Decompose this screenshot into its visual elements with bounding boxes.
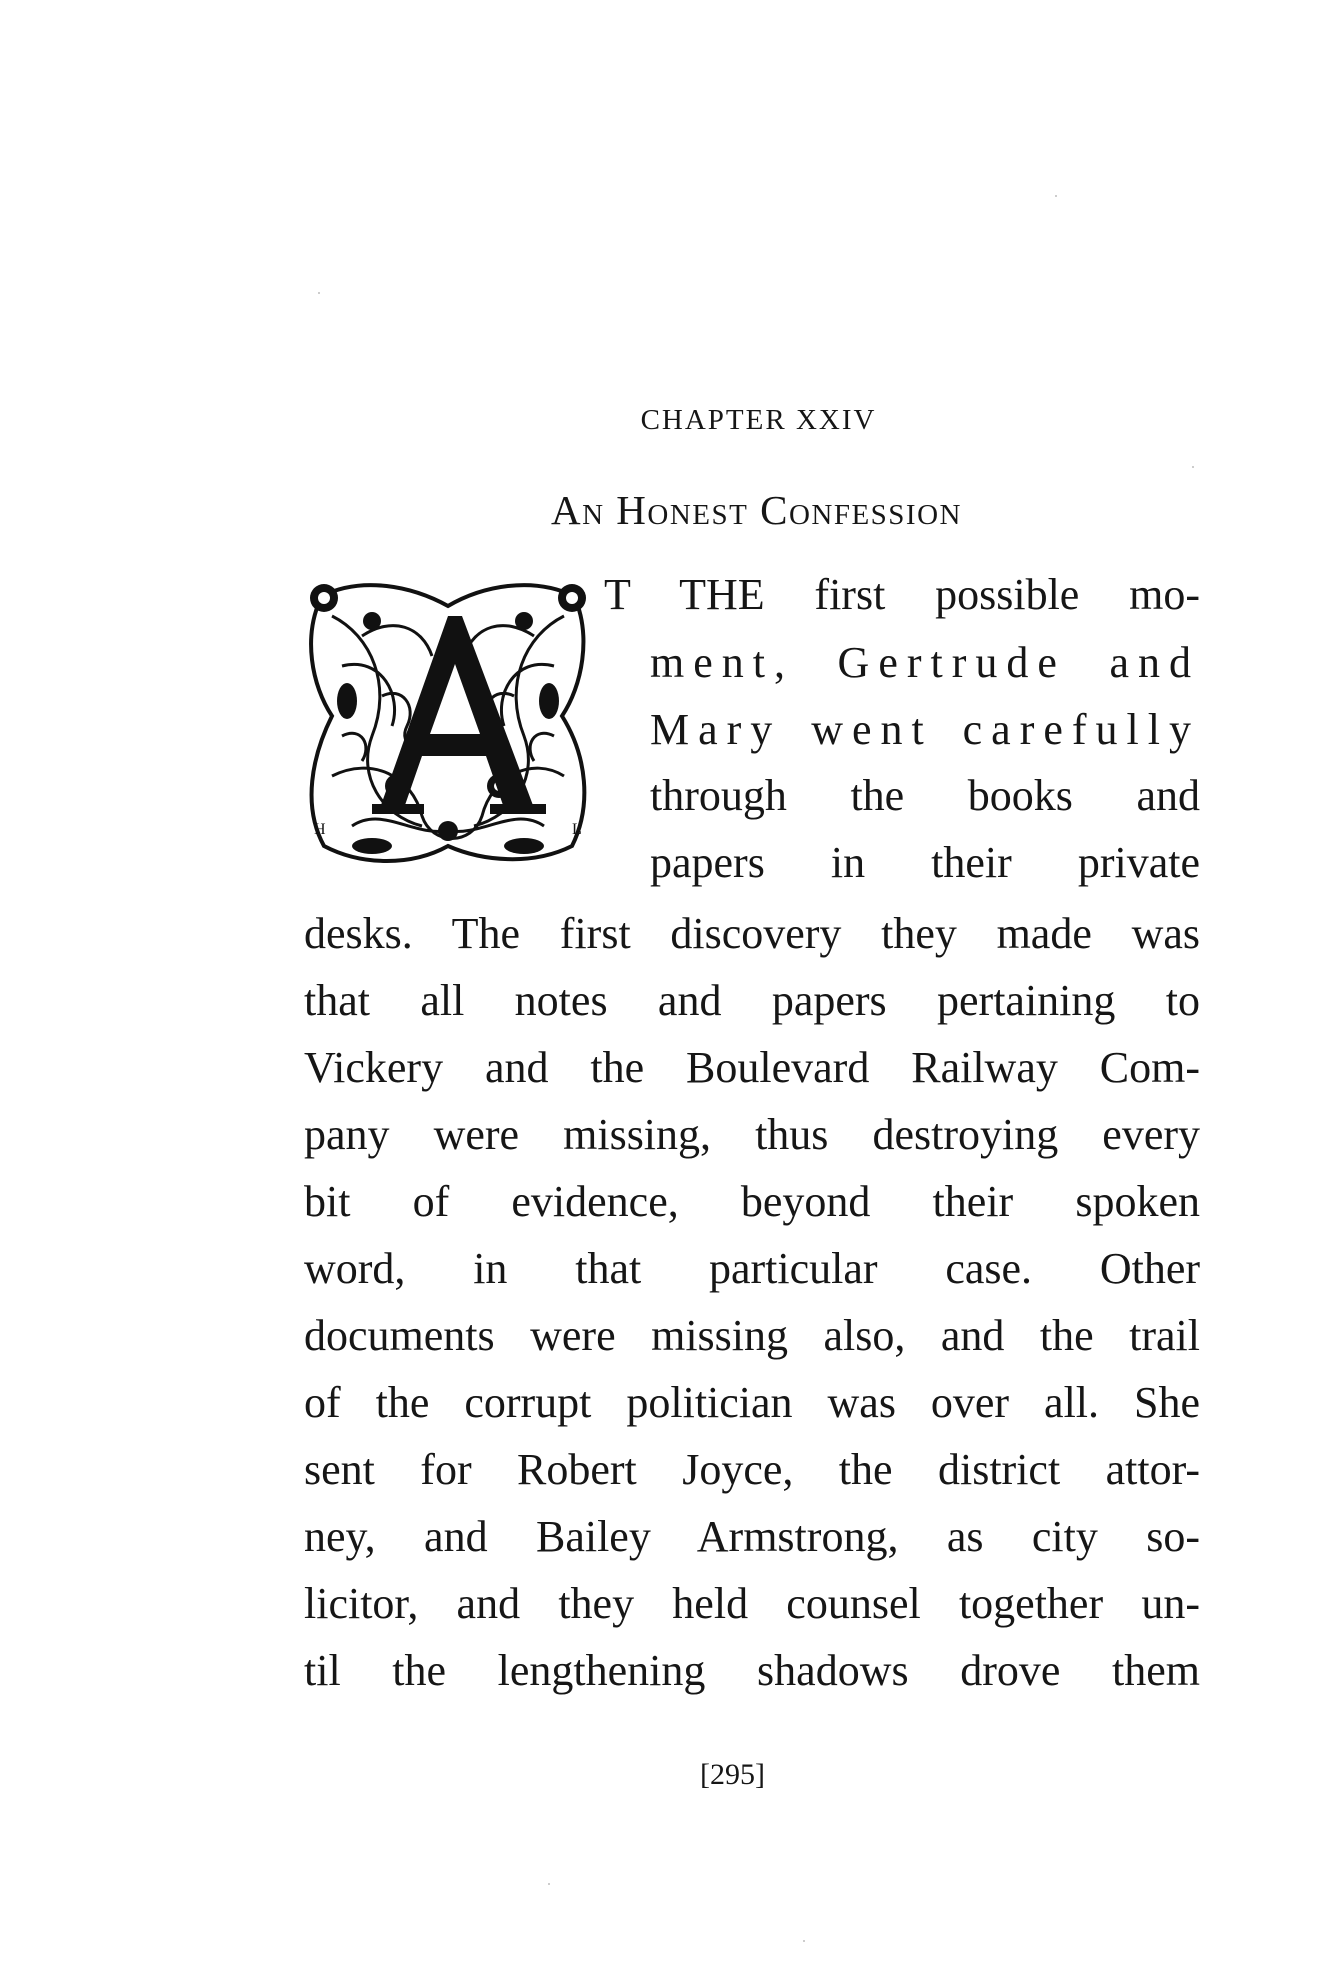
intro-line-2: ment, Gertrude and (650, 638, 1200, 687)
floral-ornament-icon (302, 576, 594, 874)
paper-speck (548, 1883, 550, 1885)
intro-line-3: Mary went carefully (650, 705, 1200, 754)
body-line: pany were missing, thus destroying every (304, 1110, 1200, 1159)
dropcap-initials-left: H (314, 821, 326, 838)
body-line: Vickery and the Boulevard Railway Com- (304, 1043, 1200, 1092)
body-line: sent for Robert Joyce, the district attor- (304, 1445, 1200, 1494)
page-number: [295] (700, 1758, 765, 1791)
body-line: ney, and Bailey Armstrong, as city so- (304, 1512, 1200, 1561)
body-line: licitor, and they held counsel together un- (304, 1579, 1200, 1628)
chapter-title: An Honest Confession (551, 487, 962, 533)
paper-speck (318, 292, 320, 294)
intro-line-1: T THE first possible mo- (604, 570, 1200, 619)
intro-line-4: through the books and (650, 771, 1200, 820)
paper-speck (1192, 466, 1194, 468)
body-line: documents were missing also, and the trail (304, 1311, 1200, 1360)
body-line: desks. The first discovery they made was (304, 909, 1200, 958)
body-line: that all notes and papers pertaining to (304, 976, 1200, 1025)
ornamental-dropcap (302, 576, 594, 874)
body-line: til the lengthening shadows drove them (304, 1646, 1200, 1695)
chapter-number: CHAPTER XXIV (640, 404, 877, 436)
intro-line-5: papers in their private (650, 838, 1200, 887)
dropcap-initials-right: L (572, 821, 582, 838)
body-line: of the corrupt politician was over all. She (304, 1378, 1200, 1427)
paper-speck (1055, 195, 1057, 197)
body-line: bit of evidence, beyond their spoken (304, 1177, 1200, 1226)
paper-speck (803, 1940, 805, 1942)
body-paragraph (304, 900, 1200, 1704)
body-line: word, in that particular case. Other (304, 1244, 1200, 1293)
